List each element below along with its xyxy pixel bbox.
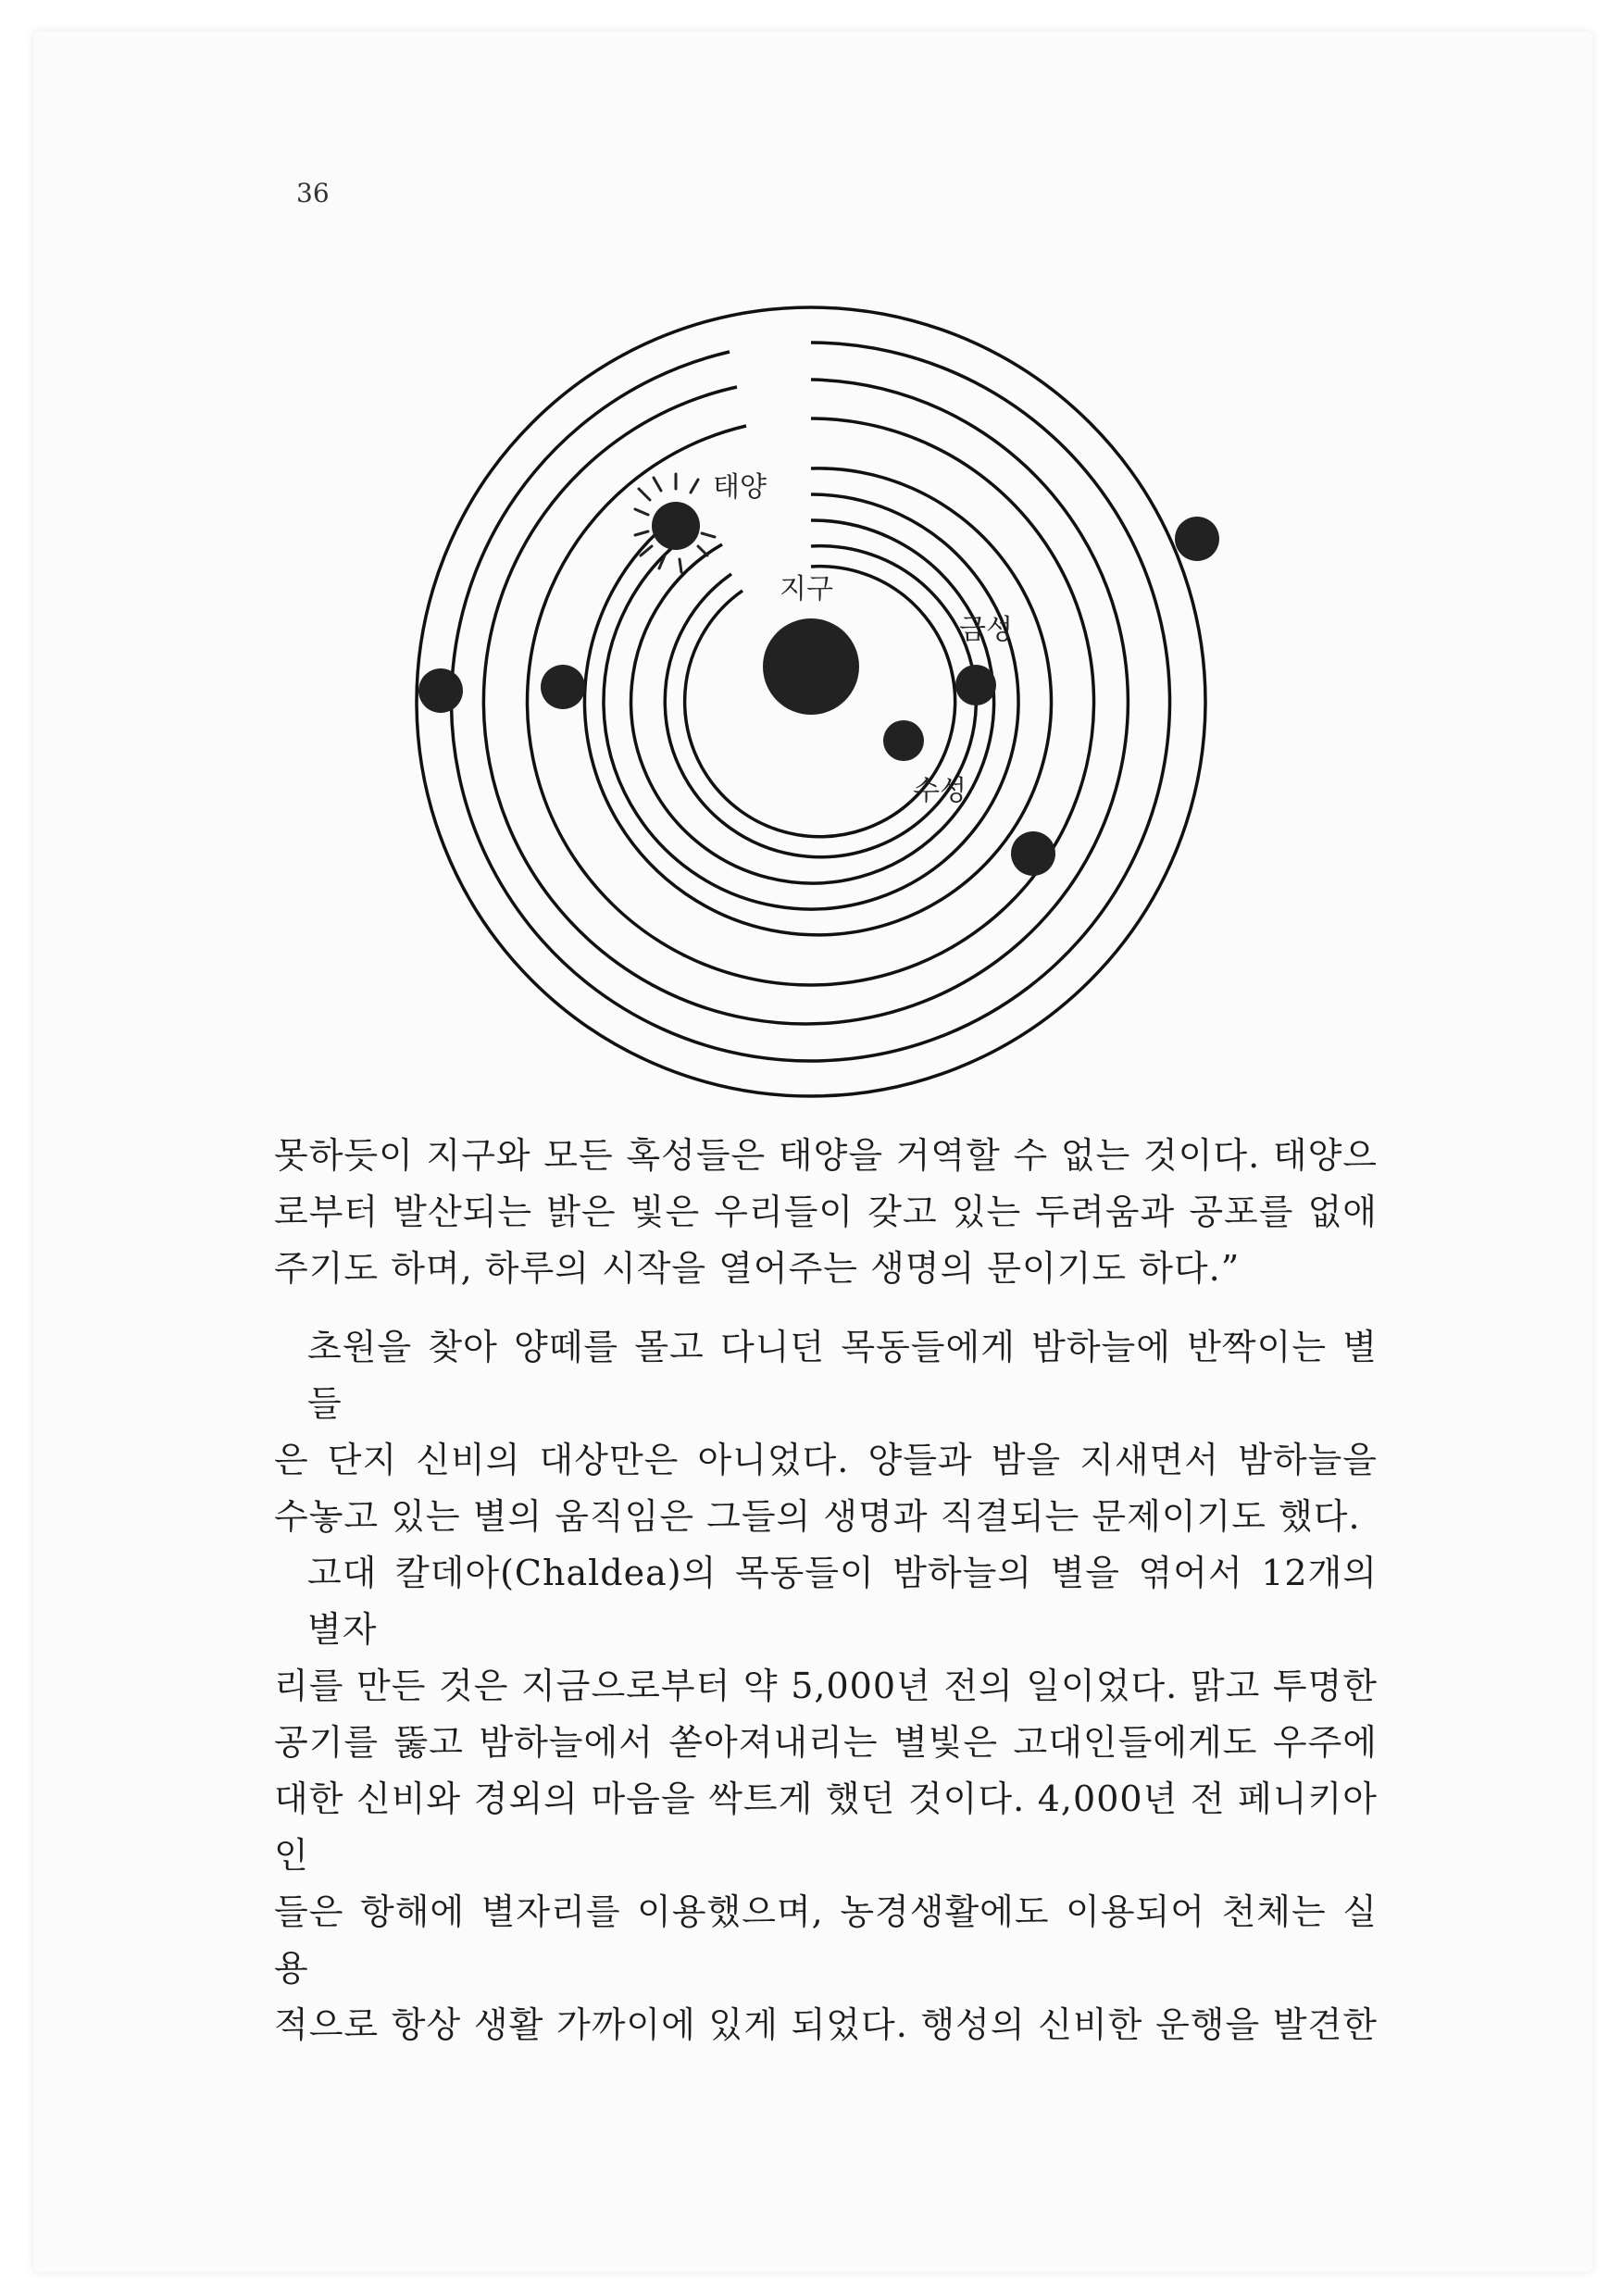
geocentric-diagram xyxy=(378,267,1248,1137)
text-line: 초원을 찾아 양떼를 몰고 다니던 목동들에게 밤하늘에 반짝이는 별들 xyxy=(307,1327,1378,1424)
text-line: 대한 신비와 경외의 마음을 싹트게 했던 것이다. 4,000년 전 페니키아인 xyxy=(274,1778,1378,1876)
text-line: 로부터 발산되는 밝은 빛은 우리들이 갖고 있는 두려움과 공포를 없애 xyxy=(274,1192,1378,1232)
planet-upper-right xyxy=(1175,517,1219,561)
text-line: 못하듯이 지구와 모든 혹성들은 태양을 거역할 수 없는 것이다. 태양으 xyxy=(274,1135,1378,1176)
sun xyxy=(652,502,700,550)
text-line: 공기를 뚫고 밤하늘에서 쏟아져내리는 별빛은 고대인들에게도 우주에 xyxy=(274,1722,1378,1763)
body-text xyxy=(274,1128,1378,2053)
earth-label: 지구 xyxy=(780,573,833,605)
text-line: 리를 만든 것은 지금으로부터 약 5,000년 전의 일이었다. 맑고 투명한 xyxy=(274,1666,1378,1706)
text-line: 은 단지 신비의 대상만은 아니었다. 양들과 밤을 지새면서 밤하늘을 xyxy=(274,1440,1378,1480)
text-line: 들은 항해에 별자리를 이용했으며, 농경생활에도 이용되어 천체는 실용 xyxy=(274,1891,1378,1989)
planet-lower-right xyxy=(1011,831,1055,876)
text-line: 고대 칼데아(Chaldea)의 목동들이 밤하늘의 별을 엮어서 12개의 별자 xyxy=(307,1553,1378,1650)
venus-label: 금성 xyxy=(959,614,1013,646)
sun-label: 태양 xyxy=(713,471,767,504)
earth xyxy=(763,618,859,715)
mercury-label: 수성 xyxy=(913,775,967,807)
mercury xyxy=(883,720,924,761)
venus xyxy=(955,665,996,705)
text-line: 주기도 하며, 하루의 시작을 열어주는 생명의 문이기도 하다.” xyxy=(274,1248,1241,1289)
text-line: 적으로 항상 생활 가까이에 있게 되었다. 행성의 신비한 운행을 발견한 xyxy=(274,2004,1378,2045)
planet-left-outer xyxy=(418,668,463,713)
text-line: 수놓고 있는 별의 움직임은 그들의 생명과 직결되는 문제이기도 했다. xyxy=(274,1496,1361,1537)
page-number: 36 xyxy=(296,178,330,208)
planet-left-inner xyxy=(541,665,585,709)
